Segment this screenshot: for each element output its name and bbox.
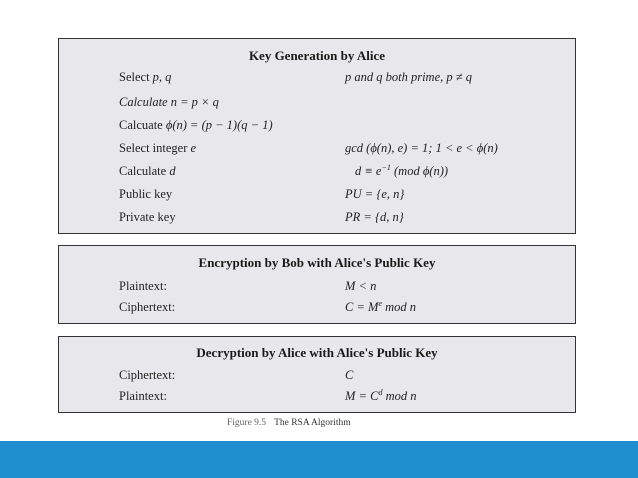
footer-bar [0, 441, 638, 478]
calculate-n-label: Calculate n = p × q [119, 95, 219, 109]
decryption-title: Decryption by Alice with Alice's Public Key [196, 345, 438, 360]
select-e-label: Select integer e [119, 141, 197, 155]
public-key-row [59, 187, 575, 205]
enc-plaintext-value: M < n [345, 279, 377, 293]
calculate-n-row [59, 95, 575, 113]
private-key-value: PR = {d, n} [345, 210, 404, 224]
dec-plaintext-row [59, 389, 575, 407]
enc-ciphertext-label: Ciphertext: [119, 300, 176, 314]
dec-plaintext-label: Plaintext: [119, 389, 167, 403]
calculate-d-label: Calculate d [119, 164, 176, 178]
select-e-row [59, 141, 575, 159]
key-generation-panel [58, 38, 576, 234]
dec-plaintext-value: $M = C^d$ mod n [345, 388, 417, 403]
calculate-d-row [59, 164, 575, 182]
figure-title: The RSA Algorithm [274, 418, 351, 428]
encryption-title: Encryption by Bob with Alice's Public Key [198, 255, 436, 270]
dec-ciphertext-row [59, 368, 575, 386]
select-e-value: gcd (ϕ(n), e) = 1; 1 < e < ϕ(n) [345, 141, 498, 155]
enc-plaintext-label: Plaintext: [119, 279, 167, 293]
select-pq-value: p and q both prime, p ≠ q [345, 70, 472, 84]
key-generation-title: Key Generation by Alice [248, 48, 386, 63]
figure-number: Figure 9.5 [227, 418, 267, 428]
dec-ciphertext-label: Ciphertext: [119, 368, 176, 382]
private-key-label: Private key [119, 210, 176, 224]
decryption-panel [58, 336, 576, 413]
enc-ciphertext-row [59, 300, 575, 318]
enc-ciphertext-value: $C = M^e$ mod n [345, 299, 417, 314]
figure-caption [227, 418, 351, 428]
dec-ciphertext-value: C [345, 368, 354, 382]
calculate-phi-label: Calcuate ϕ(n) = (p − 1)(q − 1) [119, 118, 273, 132]
calculate-phi-row [59, 118, 575, 136]
public-key-value: PU = {e, n} [345, 187, 405, 201]
private-key-row [59, 210, 575, 228]
encryption-panel [58, 245, 576, 324]
select-pq-row [59, 70, 575, 88]
enc-plaintext-row [59, 279, 575, 297]
public-key-label: Public key [119, 187, 173, 201]
select-pq-label: Select p, q [119, 70, 172, 84]
calculate-d-value: $d \equiv e^{-1}$ (mod ϕ(n)) [355, 163, 449, 178]
